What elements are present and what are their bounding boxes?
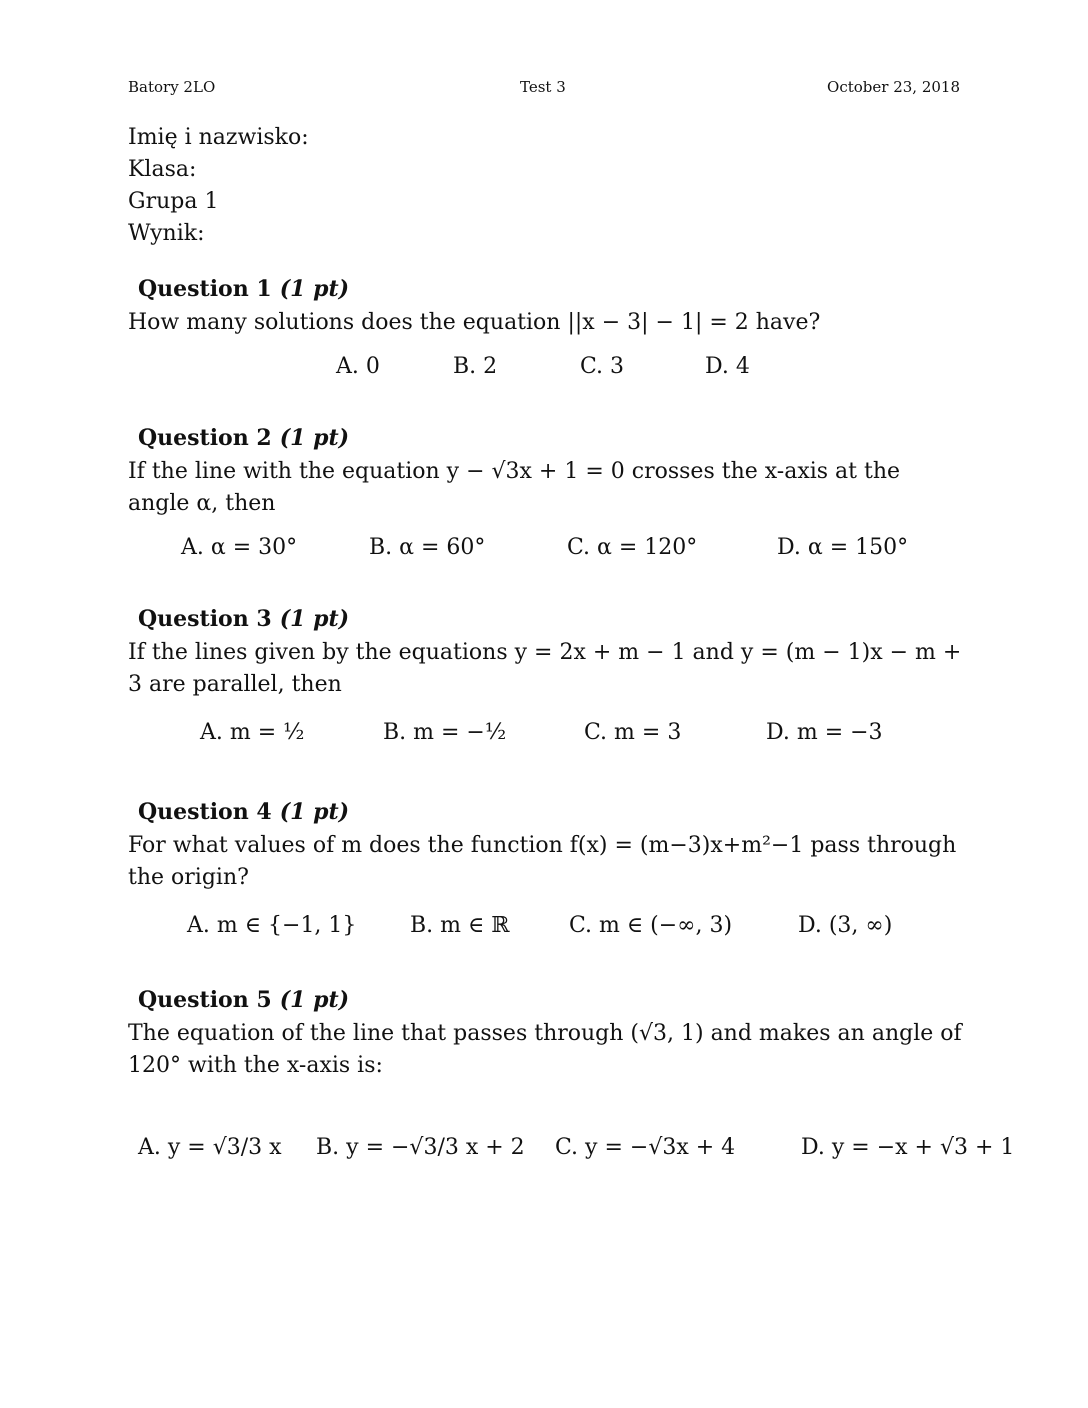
group-label: Grupa 1 (128, 189, 219, 214)
q2-option-d: D. α = 150° (777, 535, 909, 560)
q5-option-d: D. y = −x + √3 + 1 (801, 1135, 1015, 1160)
question-2-title (138, 425, 349, 451)
q2-option-c: C. α = 120° (567, 535, 698, 560)
question-title-text: Question 2 (138, 425, 272, 451)
question-text: For what values of m does the function f(x) = (m−3)x+m²−1 pass through the origin? (128, 833, 957, 890)
question-points: (1 pt) (279, 987, 350, 1013)
question-2-text (128, 456, 968, 520)
q5-option-a: A. y = √3/3 x (138, 1135, 282, 1160)
question-title-text: Question 3 (138, 606, 272, 632)
q1-option-b: B. 2 (453, 354, 498, 379)
q3-option-a: A. m = ½ (200, 720, 305, 745)
question-4-text (128, 830, 968, 894)
q4-option-d: D. (3, ∞) (798, 913, 893, 938)
q3-option-d: D. m = −3 (766, 720, 883, 745)
question-title-text: Question 4 (138, 799, 272, 825)
q5-option-b: B. y = −√3/3 x + 2 (316, 1135, 525, 1160)
question-text: The equation of the line that passes through (√3, 1) and makes an angle of 120° with the x-axis is: (128, 1021, 962, 1078)
name-label: Imię i nazwisko: (128, 125, 309, 150)
header-center: Test 3 (520, 78, 566, 96)
question-5-text (128, 1018, 968, 1082)
q5-option-c: C. y = −√3x + 4 (555, 1135, 736, 1160)
q2-option-b: B. α = 60° (369, 535, 486, 560)
header-left: Batory 2LO (128, 78, 216, 96)
question-title-text: Question 5 (138, 987, 272, 1013)
q3-option-c: C. m = 3 (584, 720, 682, 745)
question-points: (1 pt) (279, 425, 350, 451)
question-points: (1 pt) (279, 799, 350, 825)
score-label: Wynik: (128, 221, 205, 246)
question-text: How many solutions does the equation ||x − 3| − 1| = 2 have? (128, 310, 821, 335)
question-1-text (128, 307, 968, 339)
q1-option-c: C. 3 (580, 354, 625, 379)
question-1-title (138, 276, 349, 302)
question-points: (1 pt) (279, 276, 350, 302)
question-4-title (138, 799, 349, 825)
question-text: If the lines given by the equations y = 2x + m − 1 and y = (m − 1)x − m + 3 are parallel, then (128, 640, 962, 697)
q3-option-b: B. m = −½ (383, 720, 507, 745)
question-points: (1 pt) (279, 606, 350, 632)
class-label: Klasa: (128, 157, 197, 182)
q4-option-a: A. m ∈ {−1, 1} (187, 913, 357, 938)
question-3-text (128, 637, 968, 701)
question-text: If the line with the equation y − √3x + 1 = 0 crosses the x-axis at the angle α, then (128, 459, 901, 516)
q1-option-d: D. 4 (705, 354, 750, 379)
question-5-title (138, 987, 349, 1013)
q1-option-a: A. 0 (336, 354, 380, 379)
question-3-title (138, 606, 349, 632)
q2-option-a: A. α = 30° (181, 535, 298, 560)
header-date: October 23, 2018 (827, 78, 960, 96)
question-title-text: Question 1 (138, 276, 272, 302)
q4-option-c: C. m ∈ (−∞, 3) (569, 913, 733, 938)
q4-option-b: B. m ∈ ℝ (410, 913, 510, 938)
